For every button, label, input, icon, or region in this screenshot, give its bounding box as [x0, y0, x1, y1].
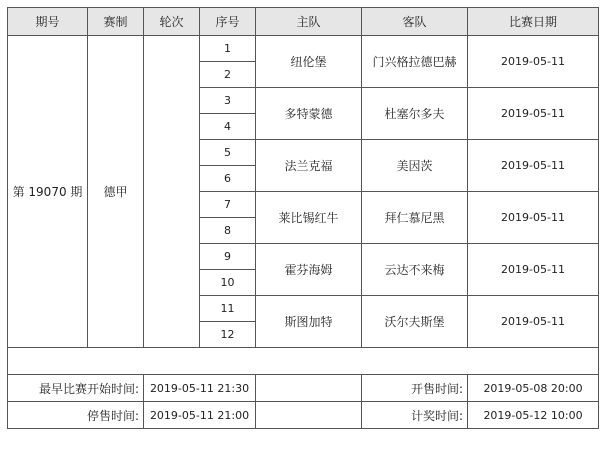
earliest-start-label: 最早比赛开始时间:: [8, 375, 144, 402]
match-number: 3: [200, 88, 256, 114]
earliest-start-value: 2019-05-11 21:30: [144, 375, 256, 402]
schedule-body: [8, 36, 599, 348]
payout-label: 计奖时间:: [362, 402, 468, 429]
away-team: 沃尔夫斯堡: [362, 296, 468, 348]
away-team: 杜塞尔多夫: [362, 88, 468, 140]
match-date: 2019-05-11: [468, 140, 599, 192]
period-cell: 第 19070 期: [8, 36, 88, 348]
spacer-row: [8, 348, 599, 375]
match-number: 1: [200, 36, 256, 62]
home-team: 法兰克福: [256, 140, 362, 192]
match-number: 9: [200, 244, 256, 270]
footer-body: [8, 348, 599, 429]
match-number: 11: [200, 296, 256, 322]
match-number: 10: [200, 270, 256, 296]
match-number: 2: [200, 62, 256, 88]
match-date: 2019-05-11: [468, 244, 599, 296]
away-team: 美因茨: [362, 140, 468, 192]
away-team: 云达不来梅: [362, 244, 468, 296]
home-team: 多特蒙德: [256, 88, 362, 140]
match-number: 7: [200, 192, 256, 218]
payout-value: 2019-05-12 10:00: [468, 402, 599, 429]
league-cell: 德甲: [88, 36, 144, 348]
away-team: 拜仁慕尼黑: [362, 192, 468, 244]
header-home: 主队: [256, 8, 362, 36]
footer-row-2: [8, 402, 599, 429]
match-date: 2019-05-11: [468, 192, 599, 244]
header-period: 期号: [8, 8, 88, 36]
sale-open-label: 开售时间:: [362, 375, 468, 402]
header-round: 轮次: [144, 8, 200, 36]
match-number: 4: [200, 114, 256, 140]
away-team: 门兴格拉德巴赫: [362, 36, 468, 88]
home-team: 莱比锡红牛: [256, 192, 362, 244]
footer-empty-cell: [256, 402, 362, 429]
match-date: 2019-05-11: [468, 36, 599, 88]
sale-open-value: 2019-05-08 20:00: [468, 375, 599, 402]
round-cell: [144, 36, 200, 348]
schedule-table: [7, 7, 599, 429]
header-away: 客队: [362, 8, 468, 36]
home-team: 纽伦堡: [256, 36, 362, 88]
header-date: 比赛日期: [468, 8, 599, 36]
header-row: [8, 8, 599, 36]
footer-row-1: [8, 375, 599, 402]
header-number: 序号: [200, 8, 256, 36]
sale-stop-value: 2019-05-11 21:00: [144, 402, 256, 429]
match-date: 2019-05-11: [468, 88, 599, 140]
match-number: 8: [200, 218, 256, 244]
home-team: 斯图加特: [256, 296, 362, 348]
sale-stop-label: 停售时间:: [8, 402, 144, 429]
match-number: 12: [200, 322, 256, 348]
table-row: [8, 36, 599, 62]
match-number: 5: [200, 140, 256, 166]
header-league: 赛制: [88, 8, 144, 36]
spacer-cell: [8, 348, 599, 375]
match-number: 6: [200, 166, 256, 192]
footer-empty-cell: [256, 375, 362, 402]
home-team: 霍芬海姆: [256, 244, 362, 296]
match-date: 2019-05-11: [468, 296, 599, 348]
